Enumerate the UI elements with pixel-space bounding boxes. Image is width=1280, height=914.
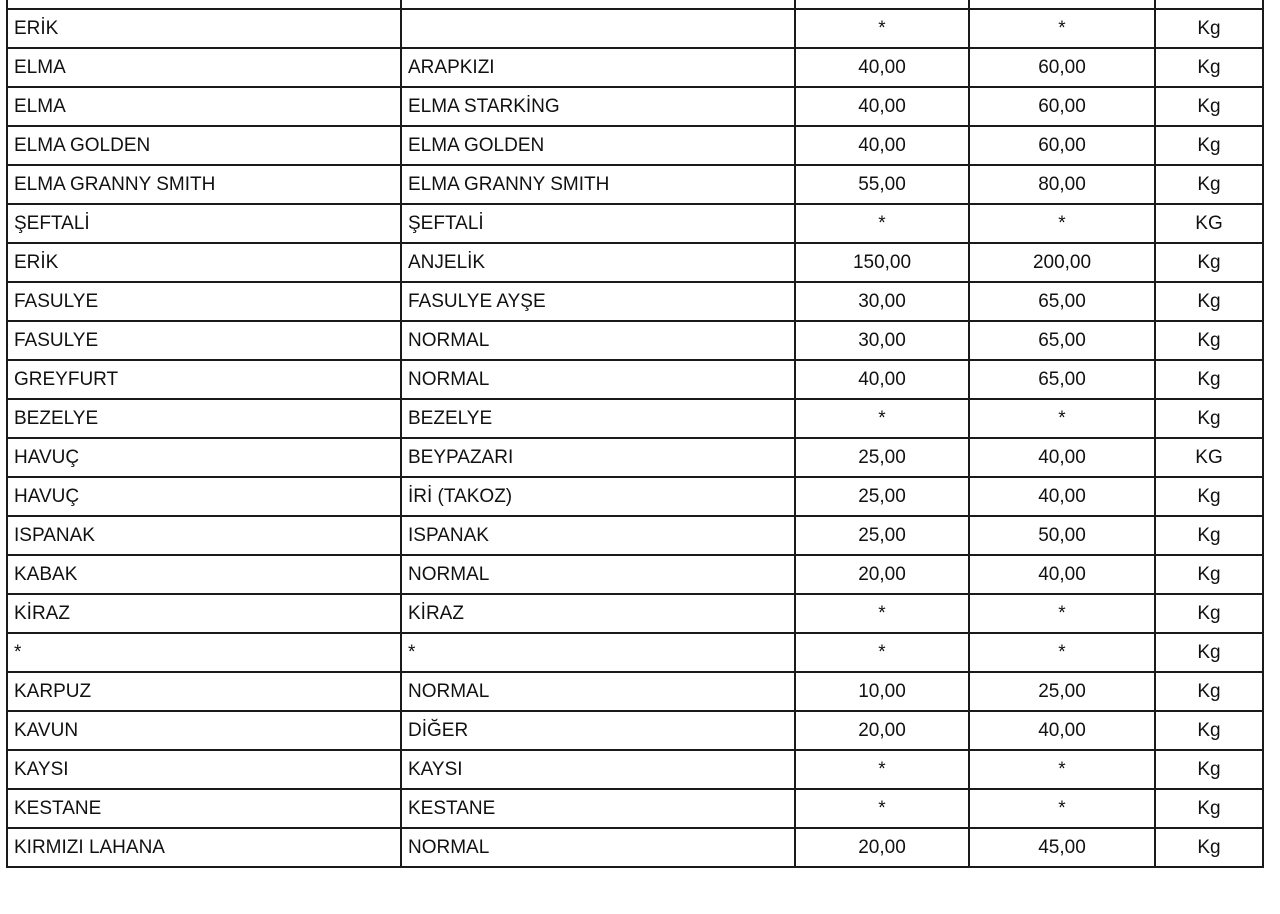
max-price-cell: 65,00 xyxy=(969,321,1155,360)
unit-cell: Kg xyxy=(1155,633,1263,672)
max-price-cell: 65,00 xyxy=(969,282,1155,321)
product-name-cell: HAVUÇ xyxy=(7,438,401,477)
product-name-cell: ŞEFTALİ xyxy=(7,204,401,243)
table-row xyxy=(7,672,1263,711)
max-price-cell: * xyxy=(969,789,1155,828)
unit-cell: Kg xyxy=(1155,555,1263,594)
unit-cell: Kg xyxy=(1155,828,1263,867)
unit-cell: Kg xyxy=(1155,126,1263,165)
variety-cell: ISPANAK xyxy=(401,516,795,555)
cell-empty xyxy=(795,0,969,9)
variety-cell: İRİ (TAKOZ) xyxy=(401,477,795,516)
variety-cell: ELMA GRANNY SMITH xyxy=(401,165,795,204)
max-price-cell: 45,00 xyxy=(969,828,1155,867)
min-price-cell: * xyxy=(795,9,969,48)
max-price-cell: 50,00 xyxy=(969,516,1155,555)
product-name-cell: ISPANAK xyxy=(7,516,401,555)
variety-cell: BEYPAZARI xyxy=(401,438,795,477)
cell-empty xyxy=(401,0,795,9)
max-price-cell: 25,00 xyxy=(969,672,1155,711)
unit-cell: Kg xyxy=(1155,477,1263,516)
table-row xyxy=(7,360,1263,399)
min-price-cell: 25,00 xyxy=(795,516,969,555)
product-name-cell: KAVUN xyxy=(7,711,401,750)
min-price-cell: 40,00 xyxy=(795,87,969,126)
unit-cell: KG xyxy=(1155,438,1263,477)
product-name-cell: KIRMIZI LAHANA xyxy=(7,828,401,867)
unit-cell: KG xyxy=(1155,204,1263,243)
variety-cell: NORMAL xyxy=(401,321,795,360)
cell-empty xyxy=(1155,0,1263,9)
product-name-cell: KESTANE xyxy=(7,789,401,828)
product-name-cell: ELMA GRANNY SMITH xyxy=(7,165,401,204)
table-row xyxy=(7,438,1263,477)
table-row xyxy=(7,594,1263,633)
variety-cell: NORMAL xyxy=(401,828,795,867)
table-row xyxy=(7,477,1263,516)
unit-cell: Kg xyxy=(1155,87,1263,126)
product-name-cell: GREYFURT xyxy=(7,360,401,399)
unit-cell: Kg xyxy=(1155,243,1263,282)
min-price-cell: * xyxy=(795,750,969,789)
min-price-cell: * xyxy=(795,789,969,828)
unit-cell: Kg xyxy=(1155,360,1263,399)
max-price-cell: * xyxy=(969,750,1155,789)
product-name-cell: KARPUZ xyxy=(7,672,401,711)
variety-cell: ARAPKIZI xyxy=(401,48,795,87)
variety-cell: ELMA GOLDEN xyxy=(401,126,795,165)
product-name-cell: KAYSI xyxy=(7,750,401,789)
table-row xyxy=(7,87,1263,126)
max-price-cell: * xyxy=(969,9,1155,48)
min-price-cell: 25,00 xyxy=(795,477,969,516)
variety-cell: NORMAL xyxy=(401,555,795,594)
unit-cell: Kg xyxy=(1155,165,1263,204)
table-row xyxy=(7,789,1263,828)
min-price-cell: * xyxy=(795,594,969,633)
min-price-cell: 20,00 xyxy=(795,555,969,594)
product-name-cell: ELMA GOLDEN xyxy=(7,126,401,165)
max-price-cell: * xyxy=(969,633,1155,672)
price-table xyxy=(6,0,1264,868)
min-price-cell: 40,00 xyxy=(795,360,969,399)
max-price-cell: 60,00 xyxy=(969,126,1155,165)
max-price-cell: * xyxy=(969,204,1155,243)
product-name-cell: KİRAZ xyxy=(7,594,401,633)
price-list-sheet xyxy=(6,0,1262,868)
variety-cell: ELMA STARKİNG xyxy=(401,87,795,126)
min-price-cell: 20,00 xyxy=(795,711,969,750)
max-price-cell: 80,00 xyxy=(969,165,1155,204)
product-name-cell: FASULYE xyxy=(7,282,401,321)
variety-cell: KAYSI xyxy=(401,750,795,789)
table-row-partial xyxy=(7,0,1263,9)
unit-cell: Kg xyxy=(1155,282,1263,321)
table-row xyxy=(7,321,1263,360)
price-table-body xyxy=(7,0,1263,867)
table-row xyxy=(7,828,1263,867)
product-name-cell: ELMA xyxy=(7,48,401,87)
variety-cell: NORMAL xyxy=(401,360,795,399)
max-price-cell: 40,00 xyxy=(969,711,1155,750)
product-name-cell: KABAK xyxy=(7,555,401,594)
variety-cell: KİRAZ xyxy=(401,594,795,633)
min-price-cell: 40,00 xyxy=(795,48,969,87)
product-name-cell: ELMA xyxy=(7,87,401,126)
variety-cell: KESTANE xyxy=(401,789,795,828)
table-row xyxy=(7,165,1263,204)
min-price-cell: 150,00 xyxy=(795,243,969,282)
table-row xyxy=(7,750,1263,789)
variety-cell: FASULYE AYŞE xyxy=(401,282,795,321)
table-row xyxy=(7,243,1263,282)
table-row xyxy=(7,633,1263,672)
max-price-cell: 40,00 xyxy=(969,555,1155,594)
variety-cell xyxy=(401,9,795,48)
variety-cell: NORMAL xyxy=(401,672,795,711)
product-name-cell: FASULYE xyxy=(7,321,401,360)
variety-cell: * xyxy=(401,633,795,672)
table-row xyxy=(7,204,1263,243)
product-name-cell: * xyxy=(7,633,401,672)
min-price-cell: 20,00 xyxy=(795,828,969,867)
max-price-cell: 60,00 xyxy=(969,48,1155,87)
product-name-cell: BEZELYE xyxy=(7,399,401,438)
min-price-cell: 10,00 xyxy=(795,672,969,711)
max-price-cell: 200,00 xyxy=(969,243,1155,282)
table-row xyxy=(7,9,1263,48)
unit-cell: Kg xyxy=(1155,48,1263,87)
variety-cell: DİĞER xyxy=(401,711,795,750)
variety-cell: ŞEFTALİ xyxy=(401,204,795,243)
max-price-cell: 40,00 xyxy=(969,438,1155,477)
min-price-cell: * xyxy=(795,633,969,672)
table-row xyxy=(7,711,1263,750)
cell-empty xyxy=(7,0,401,9)
min-price-cell: 30,00 xyxy=(795,321,969,360)
min-price-cell: 30,00 xyxy=(795,282,969,321)
unit-cell: Kg xyxy=(1155,9,1263,48)
table-row xyxy=(7,282,1263,321)
max-price-cell: * xyxy=(969,594,1155,633)
min-price-cell: 40,00 xyxy=(795,126,969,165)
cell-empty xyxy=(969,0,1155,9)
table-row xyxy=(7,516,1263,555)
table-row xyxy=(7,48,1263,87)
table-row xyxy=(7,555,1263,594)
min-price-cell: 25,00 xyxy=(795,438,969,477)
max-price-cell: 40,00 xyxy=(969,477,1155,516)
max-price-cell: 65,00 xyxy=(969,360,1155,399)
table-row xyxy=(7,126,1263,165)
variety-cell: BEZELYE xyxy=(401,399,795,438)
product-name-cell: ERİK xyxy=(7,9,401,48)
table-row xyxy=(7,399,1263,438)
unit-cell: Kg xyxy=(1155,789,1263,828)
unit-cell: Kg xyxy=(1155,711,1263,750)
unit-cell: Kg xyxy=(1155,594,1263,633)
min-price-cell: 55,00 xyxy=(795,165,969,204)
unit-cell: Kg xyxy=(1155,321,1263,360)
min-price-cell: * xyxy=(795,399,969,438)
unit-cell: Kg xyxy=(1155,750,1263,789)
product-name-cell: HAVUÇ xyxy=(7,477,401,516)
max-price-cell: * xyxy=(969,399,1155,438)
product-name-cell: ERİK xyxy=(7,243,401,282)
unit-cell: Kg xyxy=(1155,672,1263,711)
unit-cell: Kg xyxy=(1155,516,1263,555)
min-price-cell: * xyxy=(795,204,969,243)
max-price-cell: 60,00 xyxy=(969,87,1155,126)
variety-cell: ANJELİK xyxy=(401,243,795,282)
unit-cell: Kg xyxy=(1155,399,1263,438)
